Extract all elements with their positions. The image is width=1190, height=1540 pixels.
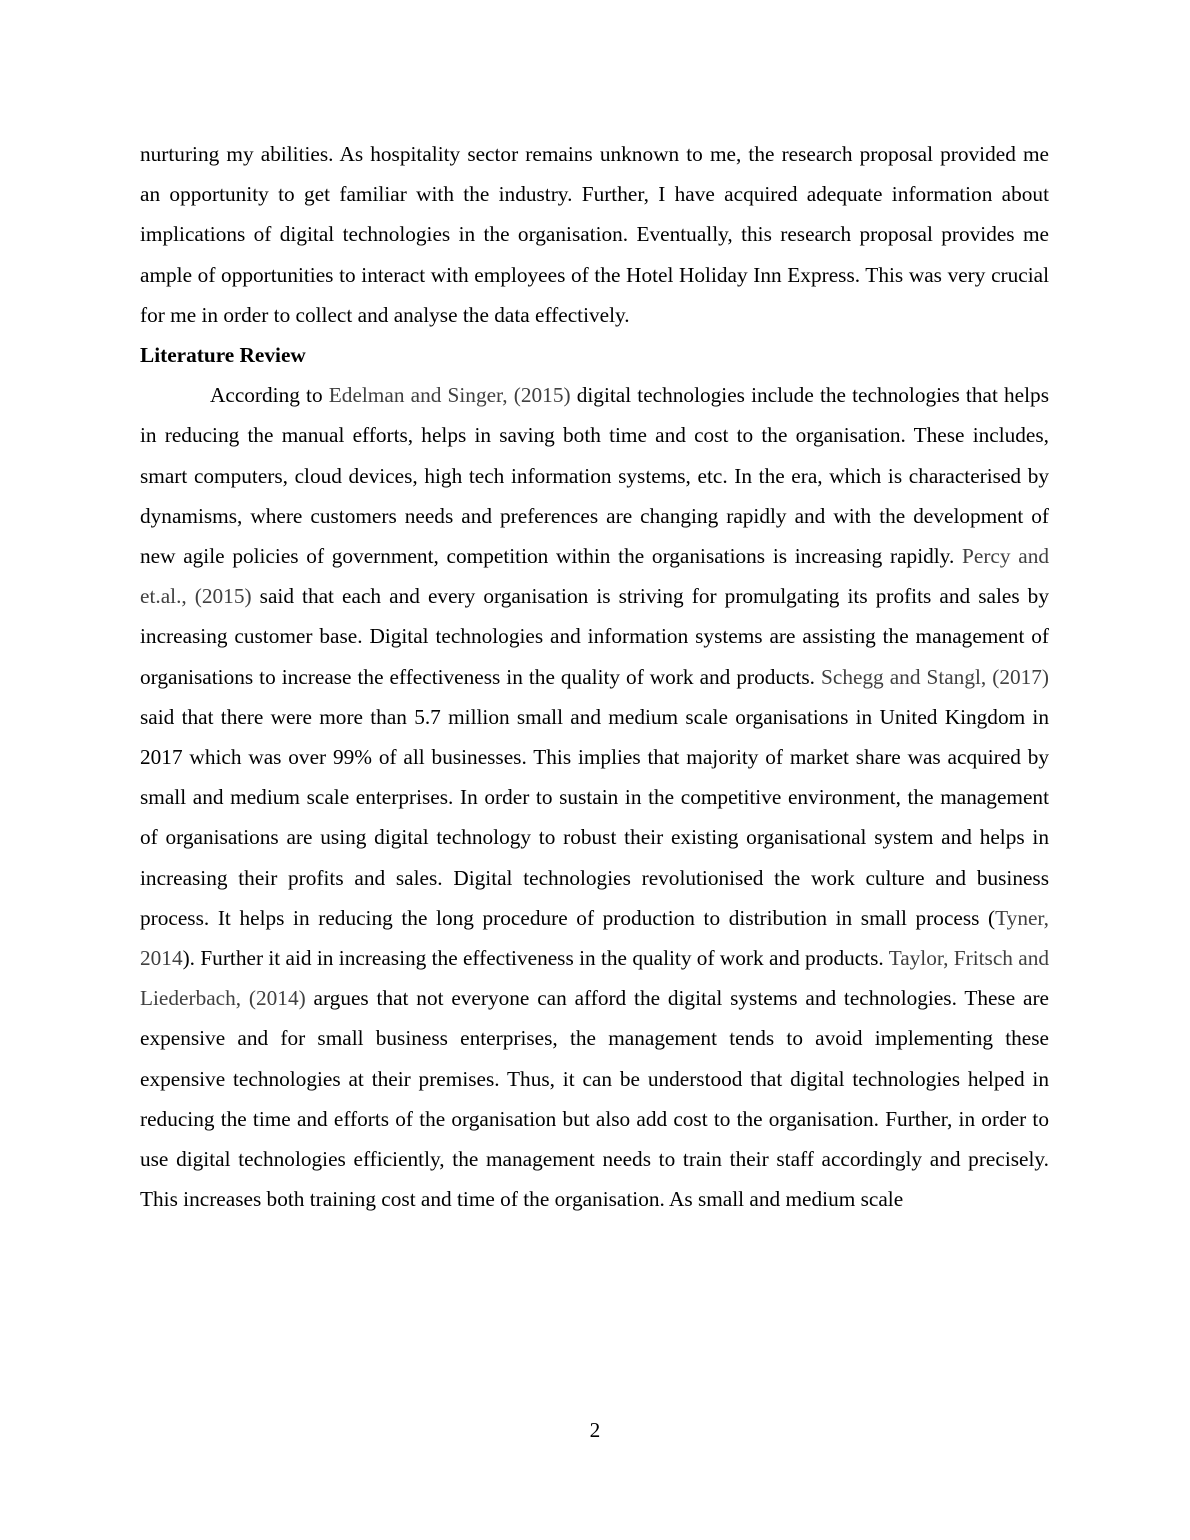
citation-tyner: Tyner, 2014 [140, 905, 1049, 971]
page-body [140, 134, 1049, 1219]
citation-schegg-stangl: Schegg and Stangl, (2017) [821, 664, 1050, 689]
page-number: 2 [589, 1418, 601, 1442]
text-run: said that each and every organisation is striving for promulgating its profits and sales by increasing customer base. Digital technologies and information systems are assisting the management of organisations to increase the effectiveness in the quality of work and products. [140, 584, 1049, 689]
citation-taylor-fritsch-liederbach: Taylor, Fritsch and Liederbach, (2014) [140, 946, 1050, 1011]
text-run: ). Further it aid in increasing the effectiveness in the quality of work and products. [182, 946, 889, 971]
text-run: argues that not everyone can afford the digital systems and technologies. These are expensive and for small business enterprises, the management tends to avoid implementing these expensive technologies at their premises. Thus, it can be understood that digital technologies helped in reducing the time and efforts of the organisation but also add cost to the organisation. Further, in order to use digital technologies efficiently, the management needs to train their staff accordingly and precisely. This increases both training cost and time of the organisation. As small and medium scale [140, 986, 1050, 1212]
citation-percy: Percy and et.al., (2015) [140, 544, 1049, 609]
paragraph-intro: nurturing my abilities. As hospitality sector remains unknown to me, the research proposal provided me an opportunity to get familiar with the industry. Further, I have acquired adequate information about implications of digital technologies in the organisation. Eventually, this research proposal provides me ample of opportunities to interact with employees of the Hotel Holiday Inn Express. This was very crucial for me in order to collect and analyse the data effectively. [140, 142, 1049, 327]
section-heading-literature-review: Literature Review [140, 343, 306, 368]
paragraph-literature-review [140, 375, 1049, 1219]
text-run: said that there were more than 5.7 million small and medium scale organisations in United Kingdom in 2017 which was over 99% of all businesses. This implies that majority of market share was acquired by small and medium scale enterprises. In order to sustain in the competitive environment, the management of organisations are using digital technology to robust their existing organisational system and helps in increasing their profits and sales. Digital technologies revolutionised the work culture and business process. It helps in reducing the long procedure of production to distribution in small process ( [140, 704, 1049, 930]
citation-edelman-singer: Edelman and Singer, (2015) [328, 383, 571, 408]
text-run: According to [210, 383, 329, 408]
text-run: digital technologies include the technologies that helps in reducing the manual efforts, helps in saving both time and cost to the organisation. These includes, smart computers, cloud devices, high tech information systems, etc. In the era, which is characterised by dynamisms, where customers needs and preferences are changing rapidly and with the development of new agile policies of government, competition within the organisations is increasing rapidly. [140, 383, 1049, 569]
